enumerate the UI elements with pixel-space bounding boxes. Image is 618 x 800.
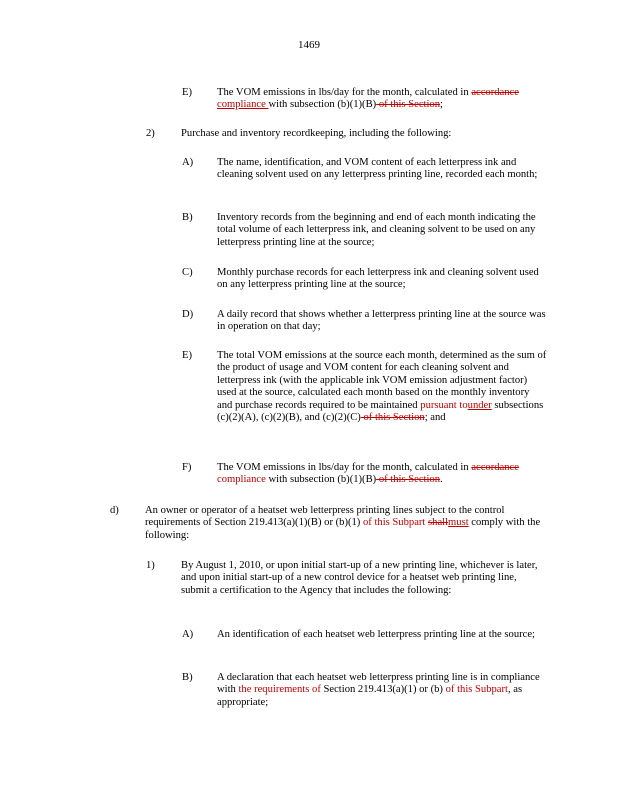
item-label: D) — [182, 309, 194, 320]
body-text: Inventory records from the beginning and end of each month indicating the total volume of each letterpress ink, and cleaning solvent to be used on any letterpress printing line at the source; — [217, 212, 536, 248]
item-text — [181, 128, 551, 140]
page-number: 1469 — [298, 39, 320, 51]
inserted-text: of this Subpart — [442, 684, 508, 696]
body-text: The name, identification, and VOM content of each letterpress ink and cleaning solvent used on any letterpress printing line, recorded each month; — [217, 157, 538, 181]
body-text: subsections (c)(2)(A), (c)(2)(B), and (c)(2)(C) — [217, 399, 544, 424]
item-label: 1) — [146, 560, 155, 571]
body-text: ; — [440, 99, 443, 111]
inserted-text: of this Subpart — [362, 517, 426, 529]
item-text — [217, 462, 547, 487]
item-text — [217, 87, 547, 112]
item-text — [217, 672, 547, 709]
inserted-text: must — [448, 517, 469, 529]
body-text: Section 219.413(a)(1) or (b) — [320, 684, 443, 696]
item-label: F) — [182, 462, 192, 473]
deleted-text: of this Section — [376, 474, 441, 486]
item-text — [217, 157, 547, 182]
item-text — [217, 629, 547, 641]
item-label: E) — [182, 87, 192, 98]
item-label: A) — [182, 629, 194, 640]
item-label: B) — [182, 672, 193, 683]
body-text: An identification of each heatset web letterpress printing line at the source; — [217, 629, 535, 640]
body-text: with subsection (b)(1)(B) — [268, 474, 377, 486]
deleted-text: of this Section — [360, 412, 425, 424]
inserted-text: the requirements of — [238, 684, 321, 696]
body-text: . — [440, 474, 443, 486]
item-label: B) — [182, 212, 193, 223]
body-text: An owner or operator of a heatset web letterpress printing lines subject to the control requirements of Section 219.413(a)(1)(B) or (b)(1) — [145, 505, 505, 529]
deleted-text: of this Section — [376, 99, 441, 111]
body-text: The VOM emissions in lbs/day for the month, calculated in — [217, 462, 472, 473]
inserted-text: compliance — [217, 474, 269, 486]
item-label: C) — [182, 267, 193, 278]
item-text — [217, 212, 547, 249]
item-label: d) — [110, 505, 119, 516]
item-text — [145, 505, 545, 542]
deleted-text: accordance — [471, 462, 519, 473]
inserted-text: under — [467, 399, 492, 411]
item-label: A) — [182, 157, 194, 168]
body-text: The total VOM emissions at the source each month, determined as the sum of the product of usage and VOM content for each cleaning solvent and letterpress ink (with the applicable ink VOM emission adjustment factor) used at the source, calculated each month based on the monthly inventory and purchase records required to be maintained — [217, 350, 547, 411]
body-text: , as appropriate; — [217, 684, 523, 708]
item-text — [217, 309, 547, 334]
body-text: Purchase and inventory recordkeeping, including the following: — [181, 128, 452, 139]
item-text — [181, 560, 546, 597]
body-text: A daily record that shows whether a letterpress printing line at the source was in operation on that day; — [217, 309, 546, 333]
body-text: with subsection (b)(1)(B) — [268, 99, 377, 111]
item-label: E) — [182, 350, 192, 361]
body-text: By August 1, 2010, or upon initial start-up of a new printing line, whichever is later, and upon initial start-up of a new control device for a heatset web printing line, submit a certification to the Agency that includes the following: — [181, 560, 538, 596]
item-text — [217, 267, 547, 292]
body-text: The VOM emissions in lbs/day for the month, calculated in — [217, 87, 472, 98]
body-text: comply with the following: — [145, 517, 541, 541]
deleted-text: shall — [428, 517, 449, 529]
inserted-text: compliance — [217, 99, 269, 111]
deleted-text: accordance — [471, 87, 519, 98]
body-text: Monthly purchase records for each letterpress ink and cleaning solvent used on any letterpress printing line at the source; — [217, 267, 539, 291]
inserted-text: pursuant to — [420, 399, 468, 411]
body-text: A declaration that each heatset web letterpress printing line is in compliance with — [217, 672, 540, 696]
body-text: ; and — [424, 412, 446, 424]
item-label: 2) — [146, 128, 155, 139]
item-text — [217, 350, 547, 424]
